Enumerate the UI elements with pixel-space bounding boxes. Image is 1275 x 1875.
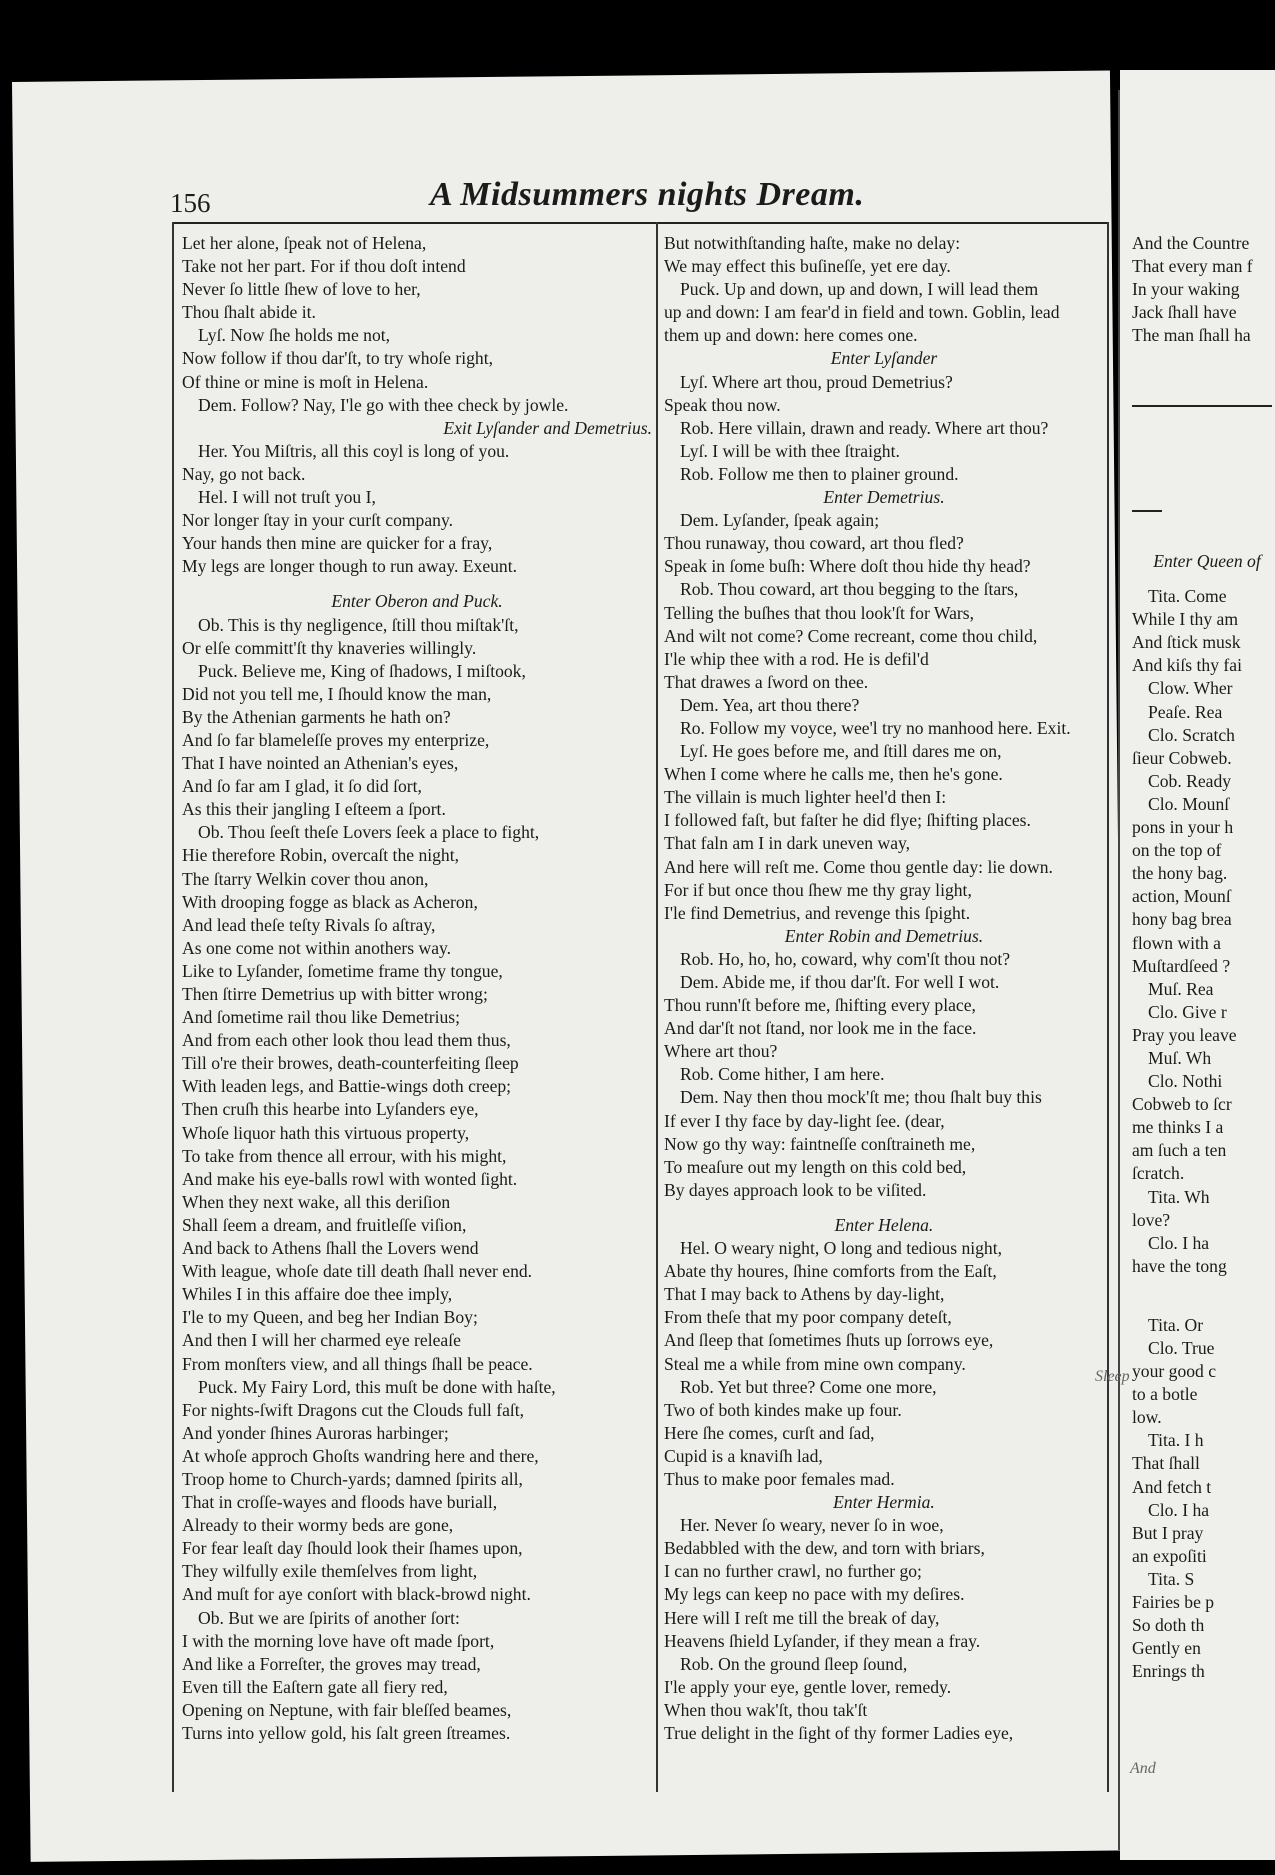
text-line: Steal me a while from mine own company.: [664, 1353, 966, 1374]
stage-direction: Enter Oberon and Puck.: [331, 591, 503, 612]
text-line: Take not her part. For if thou doſt intend: [182, 256, 466, 277]
adjacent-text-line: And fetch t: [1132, 1476, 1212, 1497]
text-line: Thou runn'ſt before me, ſhifting every place,: [664, 995, 976, 1016]
text-line: Rob. Yet but three? Come one more,: [680, 1376, 937, 1397]
text-line: Your hands then mine are quicker for a fray,: [182, 533, 493, 554]
text-line: My legs can keep no pace with my deſires.: [664, 1584, 965, 1605]
text-line: And here will reſt me. Come thou gentle day: lie down.: [664, 856, 1053, 877]
text-line: And ſo far am I glad, it ſo did ſort,: [182, 776, 422, 797]
text-line: And ſleep that ſometimes ſhuts up ſorrows eye,: [664, 1330, 994, 1351]
text-line: up and down: I am fear'd in field and town. Goblin, lead: [664, 302, 1060, 323]
adjacent-text-line: Gently en: [1132, 1638, 1201, 1659]
adjacent-text-line: Pray you leave: [1132, 1024, 1237, 1045]
page-gutter: [1118, 90, 1120, 1850]
text-line: Telling the buſhes that thou look'ſt for Wars,: [664, 602, 974, 623]
adjacent-text-line: In your waking: [1132, 279, 1240, 300]
text-line: And back to Athens ſhall the Lovers wend: [182, 1238, 479, 1259]
text-line: Cupid is a knaviſh lad,: [664, 1445, 823, 1466]
line-gap: [182, 578, 652, 590]
text-line: Her. Never ſo weary, never ſo in woe,: [680, 1515, 944, 1536]
adjacent-text-line: Muſtardſeed ?: [1132, 955, 1231, 976]
text-line: them up and down: here comes one.: [664, 325, 918, 346]
text-line: Dem. Follow? Nay, I'le go with thee check by jowle.: [198, 394, 569, 415]
stage-direction: Enter Demetrius.: [823, 487, 945, 508]
text-line: Here ſhe comes, curſt and ſad,: [664, 1422, 875, 1443]
text-line: Thus to make poor females mad.: [664, 1468, 895, 1489]
adjacent-text-line: But I pray: [1132, 1522, 1204, 1543]
text-line: Troop home to Church-yards; damned ſpirits all,: [182, 1468, 523, 1489]
adjacent-text-line: Tita. Or: [1148, 1314, 1204, 1335]
text-line: And like a Forreſter, the groves may tread,: [182, 1653, 481, 1674]
adjacent-page-rule-short: [1132, 510, 1162, 512]
adjacent-text-line: Cobweb to ſcr: [1132, 1094, 1232, 1115]
adjacent-text-line: Clo. I ha: [1148, 1232, 1210, 1253]
text-line: When thou wak'ſt, thou tak'ſt: [664, 1699, 868, 1720]
text-line: And lead theſe teſty Rivals ſo aſtray,: [182, 914, 436, 935]
text-line: Lyſ. I will be with thee ſtraight.: [680, 440, 900, 461]
adjacent-text-line: an expoſiti: [1132, 1545, 1207, 1566]
adjacent-text-line: Tita. S: [1148, 1568, 1195, 1589]
adjacent-text-line: on the top of: [1132, 840, 1222, 861]
line-gap: [1132, 1302, 1275, 1314]
adjacent-text-line: Clo. Mounſ: [1148, 793, 1230, 814]
adjacent-text-line: have the tong: [1132, 1255, 1227, 1276]
text-line: Bedabbled with the dew, and torn with briars,: [664, 1538, 985, 1559]
text-line: Ob. This is thy negligence, ſtill thou miſtak'ſt,: [198, 614, 519, 635]
text-line: Where art thou?: [664, 1041, 778, 1062]
text-line: And then I will her charmed eye releaſe: [182, 1330, 461, 1351]
running-title: A Midsummers nights Dream.: [430, 176, 865, 213]
text-line: Thou ſhalt abide it.: [182, 302, 316, 323]
text-line: When I come where he calls me, then he's gone.: [664, 764, 1003, 785]
text-line: Ob. Thou ſeeſt theſe Lovers ſeek a place to fight,: [198, 822, 540, 843]
text-line: Speak in ſome buſh: Where doſt thou hide thy head?: [664, 556, 1031, 577]
text-line: With drooping fogge as black as Acheron,: [182, 891, 478, 912]
adjacent-text-line: action, Mounſ: [1132, 886, 1231, 907]
adjacent-text-line: So doth th: [1132, 1615, 1205, 1636]
margin-note-sleep: Sleep: [1095, 1368, 1130, 1385]
adjacent-text-line: pons in your h: [1132, 817, 1234, 838]
text-line: Then cruſh this hearbe into Lyſanders eye,: [182, 1099, 479, 1120]
text-line: I'le to my Queen, and beg her Indian Boy;: [182, 1307, 478, 1328]
text-line: Till o're their browes, death-counterfeiting ſleep: [182, 1053, 519, 1074]
adjacent-text-line: am ſuch a ten: [1132, 1140, 1227, 1161]
text-line: Already to their wormy beds are gone,: [182, 1515, 454, 1536]
text-line: Dem. Lyſander, ſpeak again;: [680, 510, 880, 531]
text-line: Rob. Thou coward, art thou begging to the ſtars,: [680, 579, 1019, 600]
text-line: I'le apply your eye, gentle lover, remedy.: [664, 1676, 952, 1697]
text-line: That I have nointed an Athenian's eyes,: [182, 753, 459, 774]
text-line: And ſo far blameleſſe proves my enterprize,: [182, 729, 490, 750]
adjacent-text-line: Clo. Give r: [1148, 1001, 1227, 1022]
adjacent-text-line: Tita. Come: [1148, 586, 1227, 607]
adjacent-page-text-top: [1132, 232, 1275, 347]
text-line: Like to Lyſander, ſometime frame thy tongue,: [182, 960, 503, 981]
margin-note-and: And: [1130, 1760, 1156, 1777]
text-line: When they next wake, all this deriſion: [182, 1191, 451, 1212]
text-line: We may effect this buſineſſe, yet ere day.: [664, 256, 951, 277]
adjacent-text-line: Enrings th: [1132, 1661, 1205, 1682]
text-line: Her. You Miſtris, all this coyl is long of you.: [198, 440, 510, 461]
text-line: To meaſure out my length on this cold bed,: [664, 1156, 967, 1177]
text-line: Nor longer ſtay in your curſt company.: [182, 510, 454, 531]
adjacent-text-line: low.: [1132, 1407, 1162, 1428]
adjacent-text-line: flown with a: [1132, 932, 1221, 953]
stage-direction: Enter Hermia.: [833, 1492, 935, 1513]
text-line: Now go thy way: faintneſſe conſtraineth me,: [664, 1133, 976, 1154]
text-line: Here will I reſt me till the break of day,: [664, 1607, 940, 1628]
text-line: If ever I thy face by day-light ſee. (dear,: [664, 1110, 945, 1131]
adjacent-text-line: Tita. I h: [1148, 1430, 1204, 1451]
text-line: Nay, go not back.: [182, 463, 306, 484]
text-line: Hie therefore Robin, overcaſt the night,: [182, 845, 460, 866]
text-line: My legs are longer though to run away. Exeunt.: [182, 556, 518, 577]
adjacent-text-line: love?: [1132, 1209, 1171, 1230]
text-line: Lyſ. Where art thou, proud Demetrius?: [680, 371, 953, 392]
text-line: And ſometime rail thou like Demetrius;: [182, 1007, 461, 1028]
text-line: Rob. Ho, ho, ho, coward, why com'ſt thou not?: [680, 948, 1011, 969]
stage-direction: Exit Lyſander and Demetrius.: [443, 417, 652, 438]
text-line: Puck. My Fairy Lord, this muſt be done with haſte,: [198, 1376, 556, 1397]
adjacent-text-line: And ſtick musk: [1132, 632, 1241, 653]
text-line: Dem. Abide me, if thou dar'ſt. For well I wot.: [680, 972, 1000, 992]
text-line: Even till the Eaſtern gate all fiery red,: [182, 1676, 448, 1697]
adjacent-text-line: Muſ. Wh: [1148, 1047, 1212, 1068]
text-line: For fear leaſt day ſhould look their ſhames upon,: [182, 1538, 523, 1559]
text-line: Opening on Neptune, with fair bleſſed beames,: [182, 1699, 512, 1720]
text-line: Puck. Believe me, King of ſhadows, I miſtook,: [198, 660, 526, 681]
text-line: From theſe that my poor company deteſt,: [664, 1307, 952, 1328]
text-line: Puck. Up and down, up and down, I will lead them: [680, 279, 1039, 300]
adjacent-text-line: Clo. Scratch: [1148, 724, 1235, 745]
line-gap: [1132, 573, 1275, 585]
top-rule: [172, 222, 1107, 224]
adjacent-text-line: Cob. Ready: [1148, 770, 1232, 791]
adjacent-text-line: Tita. Wh: [1148, 1186, 1210, 1207]
text-line: Speak thou now.: [664, 394, 781, 415]
adjacent-text-line: That ſhall: [1132, 1453, 1200, 1474]
text-line: I'le whip thee with a rod. He is defil'd: [664, 648, 929, 669]
text-line: The villain is much lighter heel'd then I:: [664, 787, 947, 808]
adjacent-text-line: ſcratch.: [1132, 1163, 1185, 1184]
text-line: I followed faſt, but faſter he did flye; ſhifting places.: [664, 810, 1031, 831]
text-line: For nights-ſwift Dragons cut the Clouds full faſt,: [182, 1399, 525, 1420]
line-gap: [664, 1202, 1104, 1214]
text-line: True delight in the ſight of thy former Ladies eye,: [664, 1723, 1014, 1743]
text-line: Rob. On the ground ſleep ſound,: [680, 1653, 908, 1674]
text-line: For if but once thou ſhew me thy gray light,: [664, 879, 972, 900]
adjacent-text-line: the hony bag.: [1132, 863, 1228, 884]
adjacent-page-text-body: [1132, 550, 1275, 1683]
text-line: And from each other look thou lead them thus,: [182, 1030, 511, 1051]
text-line: I'le find Demetrius, and revenge this ſpight.: [664, 902, 971, 923]
text-line: Thou runaway, thou coward, art thou fled?: [664, 533, 964, 554]
text-line: Hel. I will not truſt you I,: [198, 487, 376, 508]
text-line: Ob. But we are ſpirits of another ſort:: [198, 1607, 460, 1628]
adjacent-text-line: And kiſs thy fai: [1132, 655, 1242, 676]
text-line: Two of both kindes make up four.: [664, 1399, 902, 1420]
adjacent-text-line: Fairies be p: [1132, 1592, 1215, 1613]
adjacent-text-line: The man ſhall ha: [1132, 325, 1251, 346]
text-line: Let her alone, ſpeak not of Helena,: [182, 233, 427, 253]
text-line: Then ſtirre Demetrius up with bitter wrong;: [182, 984, 488, 1004]
text-line: And yonder ſhines Auroras harbinger;: [182, 1422, 449, 1443]
left-text-column: [182, 232, 652, 1745]
page-number: 156: [170, 188, 211, 218]
adjacent-text-line: to a botle: [1132, 1384, 1198, 1405]
stage-direction: Enter Lyſander: [830, 348, 938, 369]
text-line: And muſt for aye conſort with black-browd night.: [182, 1584, 531, 1605]
stage-direction: Enter Queen of: [1153, 551, 1261, 571]
text-line: Rob. Here villain, drawn and ready. Where art thou?: [680, 417, 1049, 438]
adjacent-text-line: That every man f: [1132, 256, 1253, 277]
adjacent-text-line: And the Countre: [1132, 233, 1250, 253]
stage-direction: Enter Robin and Demetrius.: [784, 925, 984, 946]
text-line: With leaden legs, and Battie-wings doth creep;: [182, 1076, 512, 1097]
adjacent-text-line: Clow. Wher: [1148, 678, 1233, 699]
text-line: Lyſ. He goes before me, and ſtill dares me on,: [680, 741, 1002, 762]
text-line: Lyſ. Now ſhe holds me not,: [198, 325, 391, 346]
text-line: That faln am I in dark uneven way,: [664, 833, 911, 854]
column-divider: [656, 222, 658, 1792]
text-line: Of thine or mine is moſt in Helena.: [182, 371, 429, 392]
stage-direction: Enter Helena.: [834, 1214, 934, 1235]
text-line: Now follow if thou dar'ſt, to try whoſe right,: [182, 348, 494, 369]
text-line: Rob. Follow me then to plainer ground.: [680, 463, 959, 484]
text-line: Whiles I in this affaire doe thee imply,: [182, 1284, 453, 1305]
text-line: Abate thy houres, ſhine comforts from the Eaſt,: [664, 1261, 997, 1282]
text-line: With league, whoſe date till death ſhall never end.: [182, 1261, 533, 1282]
text-line: And wilt not come? Come recreant, come thou child,: [664, 625, 1038, 646]
text-line: Dem. Yea, art thou there?: [680, 694, 860, 715]
adjacent-text-line: Clo. I ha: [1148, 1499, 1210, 1520]
text-line: They wilfully exile themſelves from light,: [182, 1561, 478, 1582]
text-line: Dem. Nay then thou mock'ſt me; thou ſhalt buy this: [680, 1087, 1042, 1108]
text-line: I can no further crawl, no further go;: [664, 1561, 922, 1582]
adjacent-text-line: Jack ſhall have: [1132, 302, 1237, 323]
adjacent-text-line: While I thy am: [1132, 609, 1239, 630]
text-line: Did not you tell me, I ſhould know the man,: [182, 683, 492, 704]
left-frame-rule: [172, 222, 174, 1792]
text-line: That in croſſe-wayes and floods have buriall,: [182, 1492, 498, 1513]
line-gap: [1132, 1278, 1275, 1290]
text-line: Never ſo little ſhew of love to her,: [182, 279, 421, 300]
text-line: To take from thence all errour, with his might,: [182, 1145, 507, 1166]
text-line: Or elſe committ'ſt thy knaveries willingly.: [182, 637, 477, 658]
text-line: Hel. O weary night, O long and tedious night,: [680, 1238, 1003, 1259]
text-line: Whoſe liquor hath this virtuous property,: [182, 1122, 470, 1143]
text-line: I with the morning love have oft made ſport,: [182, 1630, 495, 1651]
right-text-column: [664, 232, 1104, 1745]
text-line: But notwithſtanding haſte, make no delay:: [664, 233, 961, 253]
text-line: By dayes approach look to be viſited.: [664, 1179, 927, 1200]
text-line: The ſtarry Welkin cover thou anon,: [182, 868, 429, 889]
text-line: Turns into yellow gold, his ſalt green ſtreames.: [182, 1723, 511, 1743]
adjacent-text-line: me thinks I a: [1132, 1117, 1224, 1138]
text-line: At whoſe approch Ghoſts wandring here and there,: [182, 1445, 539, 1466]
adjacent-text-line: Clo. True: [1148, 1338, 1215, 1358]
text-line: Heavens ſhield Lyſander, if they mean a fray.: [664, 1630, 981, 1651]
adjacent-text-line: Peaſe. Rea: [1148, 701, 1223, 722]
text-line: That I may back to Athens by day-light,: [664, 1284, 945, 1305]
adjacent-text-line: ſieur Cobweb.: [1132, 747, 1232, 768]
text-line: That drawes a ſword on thee.: [664, 671, 869, 692]
text-line: And dar'ſt not ſtand, nor look me in the face.: [664, 1018, 977, 1039]
adjacent-text-line: your good c: [1132, 1361, 1217, 1382]
adjacent-text-line: Muſ. Rea: [1148, 978, 1214, 999]
text-line: And make his eye-balls rowl with wonted ſight.: [182, 1168, 518, 1189]
text-line: Rob. Come hither, I am here.: [680, 1064, 885, 1085]
line-gap: [1132, 1290, 1275, 1302]
adjacent-text-line: hony bag brea: [1132, 909, 1232, 930]
text-line: Ro. Follow my voyce, wee'l try no manhood here. Exit.: [680, 717, 1071, 738]
adjacent-page-rule: [1132, 405, 1272, 407]
adjacent-text-line: Clo. Nothi: [1148, 1071, 1223, 1092]
right-frame-rule: [1107, 222, 1109, 1792]
text-line: From monſters view, and all things ſhall be peace.: [182, 1353, 533, 1374]
text-line: As this their jangling I eſteem a ſport.: [182, 799, 446, 820]
text-line: By the Athenian garments he hath on?: [182, 706, 451, 727]
text-line: Shall ſeem a dream, and fruitleſſe viſion,: [182, 1214, 467, 1235]
text-line: As one come not within anothers way.: [182, 937, 452, 958]
